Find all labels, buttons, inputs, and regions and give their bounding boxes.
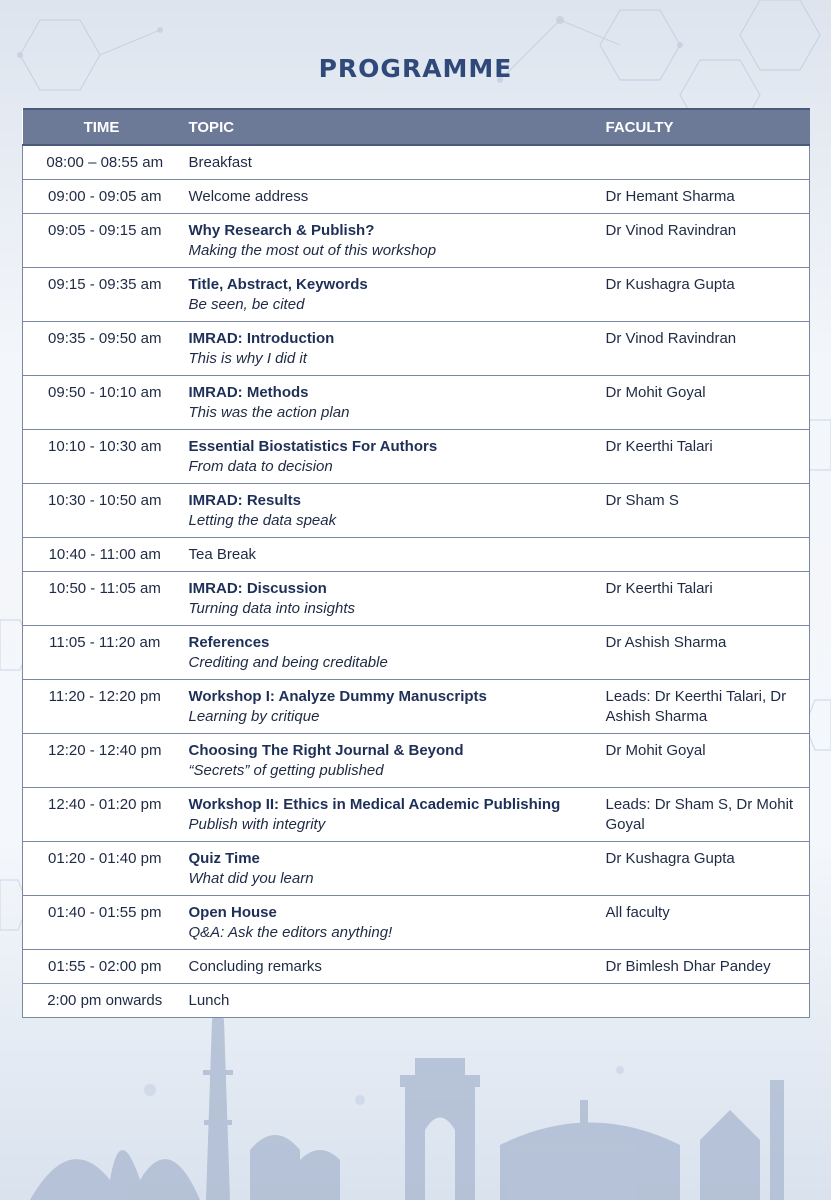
topic-subtitle: Q&A: Ask the editors anything! <box>188 924 393 941</box>
faculty-cell: Dr Sham S <box>598 484 810 538</box>
faculty-cell: Dr Kushagra Gupta <box>598 268 810 322</box>
time-cell: 12:20 - 12:40 pm <box>23 734 181 788</box>
time-cell: 01:55 - 02:00 pm <box>23 950 181 984</box>
time-cell: 09:35 - 09:50 am <box>23 322 181 376</box>
programme-table <box>22 108 810 1018</box>
topic-cell <box>181 376 598 430</box>
table-row <box>23 268 810 322</box>
faculty-cell <box>598 984 810 1018</box>
table-row <box>23 680 810 734</box>
time-cell: 12:40 - 01:20 pm <box>23 788 181 842</box>
topic-cell <box>181 842 598 896</box>
table-row <box>23 842 810 896</box>
topic-cell <box>181 145 598 180</box>
topic-title: Title, Abstract, Keywords <box>188 276 368 293</box>
topic-text: Tea Break <box>188 546 257 563</box>
table-row <box>23 484 810 538</box>
page-title: PROGRAMME <box>318 54 513 83</box>
topic-cell <box>181 984 598 1018</box>
faculty-cell: Dr Mohit Goyal <box>598 734 810 788</box>
faculty-cell: All faculty <box>598 896 810 950</box>
topic-cell <box>181 572 598 626</box>
time-cell: 09:15 - 09:35 am <box>23 268 181 322</box>
table-row <box>23 788 810 842</box>
topic-cell <box>181 180 598 214</box>
table-row <box>23 430 810 484</box>
time-cell: 01:40 - 01:55 pm <box>23 896 181 950</box>
topic-title: Why Research & Publish? <box>188 222 375 239</box>
topic-subtitle: Making the most out of this workshop <box>188 242 437 259</box>
topic-title: Choosing The Right Journal & Beyond <box>188 742 464 759</box>
programme-body <box>23 145 810 1018</box>
topic-title: IMRAD: Methods <box>188 384 309 401</box>
table-row <box>23 322 810 376</box>
faculty-cell: Dr Mohit Goyal <box>598 376 810 430</box>
topic-cell <box>181 950 598 984</box>
topic-title: Workshop II: Ethics in Medical Academic Publishing <box>188 796 561 813</box>
topic-title: References <box>188 634 270 651</box>
topic-cell <box>181 734 598 788</box>
topic-cell <box>181 322 598 376</box>
faculty-cell: Dr Vinod Ravindran <box>598 214 810 268</box>
topic-cell <box>181 430 598 484</box>
topic-title: Essential Biostatistics For Authors <box>188 438 438 455</box>
topic-title: IMRAD: Results <box>188 492 302 509</box>
topic-title: Open House <box>188 904 277 921</box>
topic-subtitle: Publish with integrity <box>188 816 326 833</box>
faculty-cell: Dr Hemant Sharma <box>598 180 810 214</box>
faculty-cell: Leads: Dr Keerthi Talari, Dr Ashish Sharma <box>598 680 810 734</box>
time-cell: 09:00 - 09:05 am <box>23 180 181 214</box>
column-header-topic: TOPIC <box>181 109 598 145</box>
faculty-cell: Dr Bimlesh Dhar Pandey <box>598 950 810 984</box>
topic-text: Lunch <box>188 992 230 1009</box>
topic-cell <box>181 268 598 322</box>
time-cell: 01:20 - 01:40 pm <box>23 842 181 896</box>
topic-subtitle: Be seen, be cited <box>188 296 305 313</box>
table-row <box>23 180 810 214</box>
topic-title: Workshop I: Analyze Dummy Manuscripts <box>188 688 487 705</box>
table-row <box>23 145 810 180</box>
time-cell: 09:50 - 10:10 am <box>23 376 181 430</box>
time-cell: 10:40 - 11:00 am <box>23 538 181 572</box>
table-row <box>23 734 810 788</box>
topic-subtitle: Letting the data speak <box>188 512 337 529</box>
topic-title: IMRAD: Discussion <box>188 580 327 597</box>
topic-subtitle: Learning by critique <box>188 708 320 725</box>
faculty-cell: Dr Kushagra Gupta <box>598 842 810 896</box>
time-cell: 08:00 – 08:55 am <box>23 145 181 180</box>
time-cell: 11:05 - 11:20 am <box>23 626 181 680</box>
topic-subtitle: Turning data into insights <box>188 600 355 617</box>
topic-subtitle: From data to decision <box>188 458 333 475</box>
time-cell: 10:50 - 11:05 am <box>23 572 181 626</box>
topic-cell <box>181 896 598 950</box>
table-row <box>23 538 810 572</box>
time-cell: 10:10 - 10:30 am <box>23 430 181 484</box>
topic-cell <box>181 214 598 268</box>
topic-subtitle: What did you learn <box>188 870 314 887</box>
topic-cell <box>181 680 598 734</box>
column-header-time: TIME <box>23 109 181 145</box>
faculty-cell: Dr Ashish Sharma <box>598 626 810 680</box>
faculty-cell <box>598 145 810 180</box>
topic-cell <box>181 626 598 680</box>
column-header-faculty: FACULTY <box>598 109 810 145</box>
topic-title: Quiz Time <box>188 850 260 867</box>
time-cell: 09:05 - 09:15 am <box>23 214 181 268</box>
table-row <box>23 376 810 430</box>
topic-subtitle: Crediting and being creditable <box>188 654 388 671</box>
topic-cell <box>181 484 598 538</box>
faculty-cell: Leads: Dr Sham S, Dr Mohit Goyal <box>598 788 810 842</box>
table-header-row <box>23 109 810 145</box>
topic-text: Breakfast <box>188 154 252 171</box>
topic-cell <box>181 788 598 842</box>
faculty-cell <box>598 538 810 572</box>
topic-text: Welcome address <box>188 188 309 205</box>
table-row <box>23 626 810 680</box>
faculty-cell: Dr Keerthi Talari <box>598 430 810 484</box>
table-row <box>23 572 810 626</box>
topic-subtitle: “Secrets” of getting published <box>188 762 384 779</box>
table-row <box>23 896 810 950</box>
topic-title: IMRAD: Introduction <box>188 330 335 347</box>
topic-subtitle: This was the action plan <box>188 404 350 421</box>
table-row <box>23 950 810 984</box>
faculty-cell: Dr Keerthi Talari <box>598 572 810 626</box>
time-cell: 11:20 - 12:20 pm <box>23 680 181 734</box>
table-row <box>23 214 810 268</box>
topic-text: Concluding remarks <box>188 958 322 975</box>
topic-subtitle: This is why I did it <box>188 350 307 367</box>
faculty-cell: Dr Vinod Ravindran <box>598 322 810 376</box>
table-row <box>23 984 810 1018</box>
time-cell: 2:00 pm onwards <box>23 984 181 1018</box>
topic-cell <box>181 538 598 572</box>
time-cell: 10:30 - 10:50 am <box>23 484 181 538</box>
